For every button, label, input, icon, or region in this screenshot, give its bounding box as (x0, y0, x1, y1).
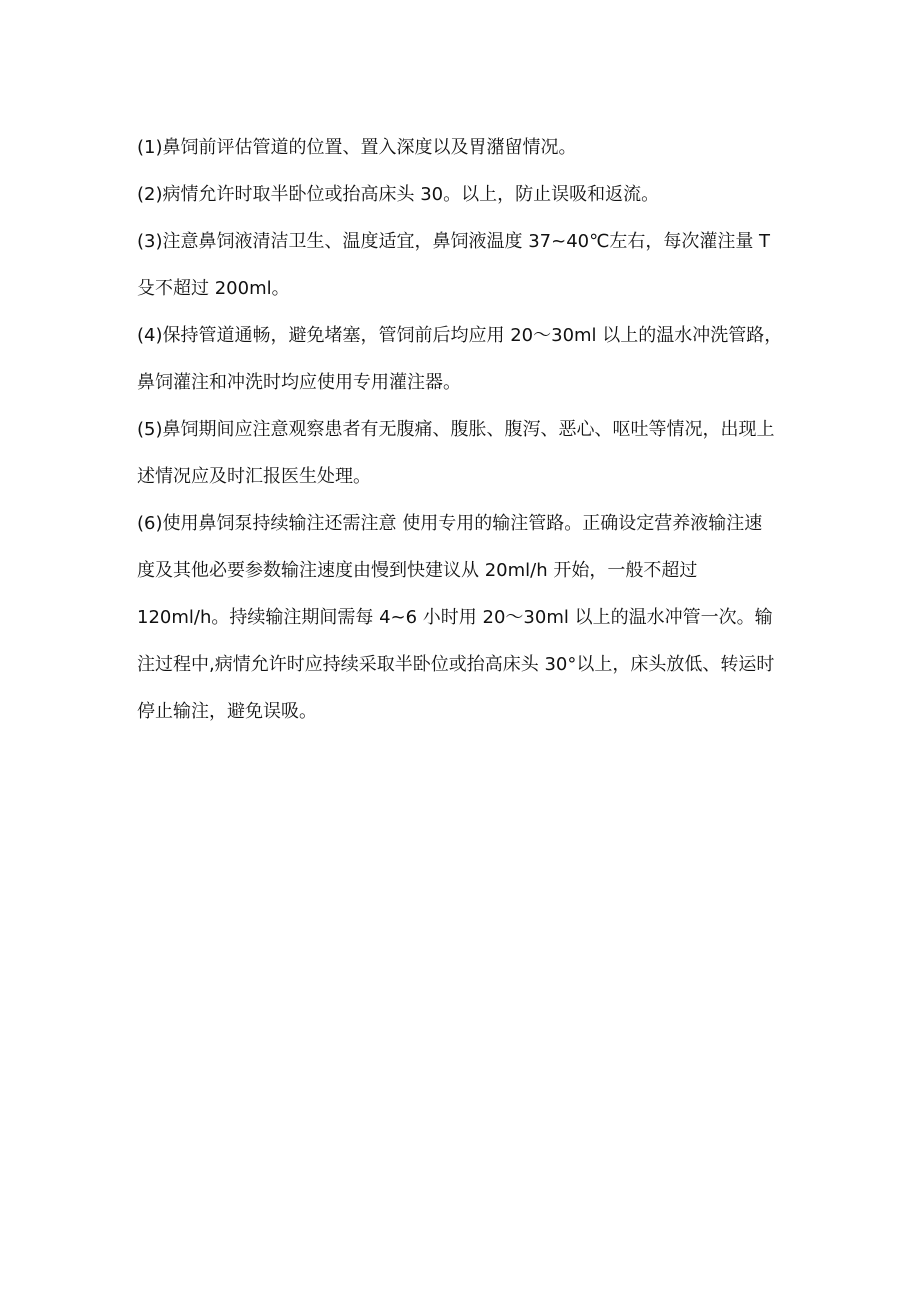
text-line: (4)保持管道通畅，避免堵塞，管饲前后均应用 20〜30ml 以上的温水冲洗管路， (137, 325, 783, 346)
text-line: 度及其他必要参数输注速度由慢到快建议从 20ml/h 开始，一般不超过 (137, 560, 698, 581)
paragraph-1 (137, 131, 803, 165)
paragraph-5 (137, 413, 803, 494)
paragraph-3 (137, 225, 803, 306)
text-line: (5)鼻饲期间应注意观察患者有无腹痛、腹胀、腹泻、恶心、呕吐等情况，出现上 (137, 419, 775, 440)
text-line: (3)注意鼻饲液清洁卫生、温度适宜，鼻饲液温度 37~40℃左右，每次灌注量 T (137, 231, 771, 252)
text-line: 殳不超过 200ml。 (137, 278, 290, 299)
text-line: 鼻饲灌注和冲洗时均应使用专用灌注器。 (137, 372, 461, 393)
text-line: (2)病情允许时取半卧位或抬高床头 30。以上，防止误吸和返流。 (137, 184, 660, 205)
text-line: 述情况应及时汇报医生处理。 (137, 466, 371, 487)
paragraph-2 (137, 178, 803, 212)
text-line: (1)鼻饲前评估管道的位置、置入深度以及胃潴留情况。 (137, 137, 577, 158)
paragraph-4 (137, 319, 803, 400)
text-line: 停止输注，避免误吸。 (137, 701, 317, 722)
text-line: 120ml/h。持续输注期间需每 4~6 小时用 20〜30ml 以上的温水冲管一次。输 (137, 607, 773, 628)
paragraph-6 (137, 507, 803, 729)
text-line: 注过程中,病情允许时应持续采取半卧位或抬高床头 30°以上，床头放低、转运时 (137, 654, 775, 675)
document-body (137, 131, 803, 742)
text-line: (6)使用鼻饲泵持续输注还需注意 使用专用的输注管路。正确设定营养液输注速 (137, 513, 763, 534)
